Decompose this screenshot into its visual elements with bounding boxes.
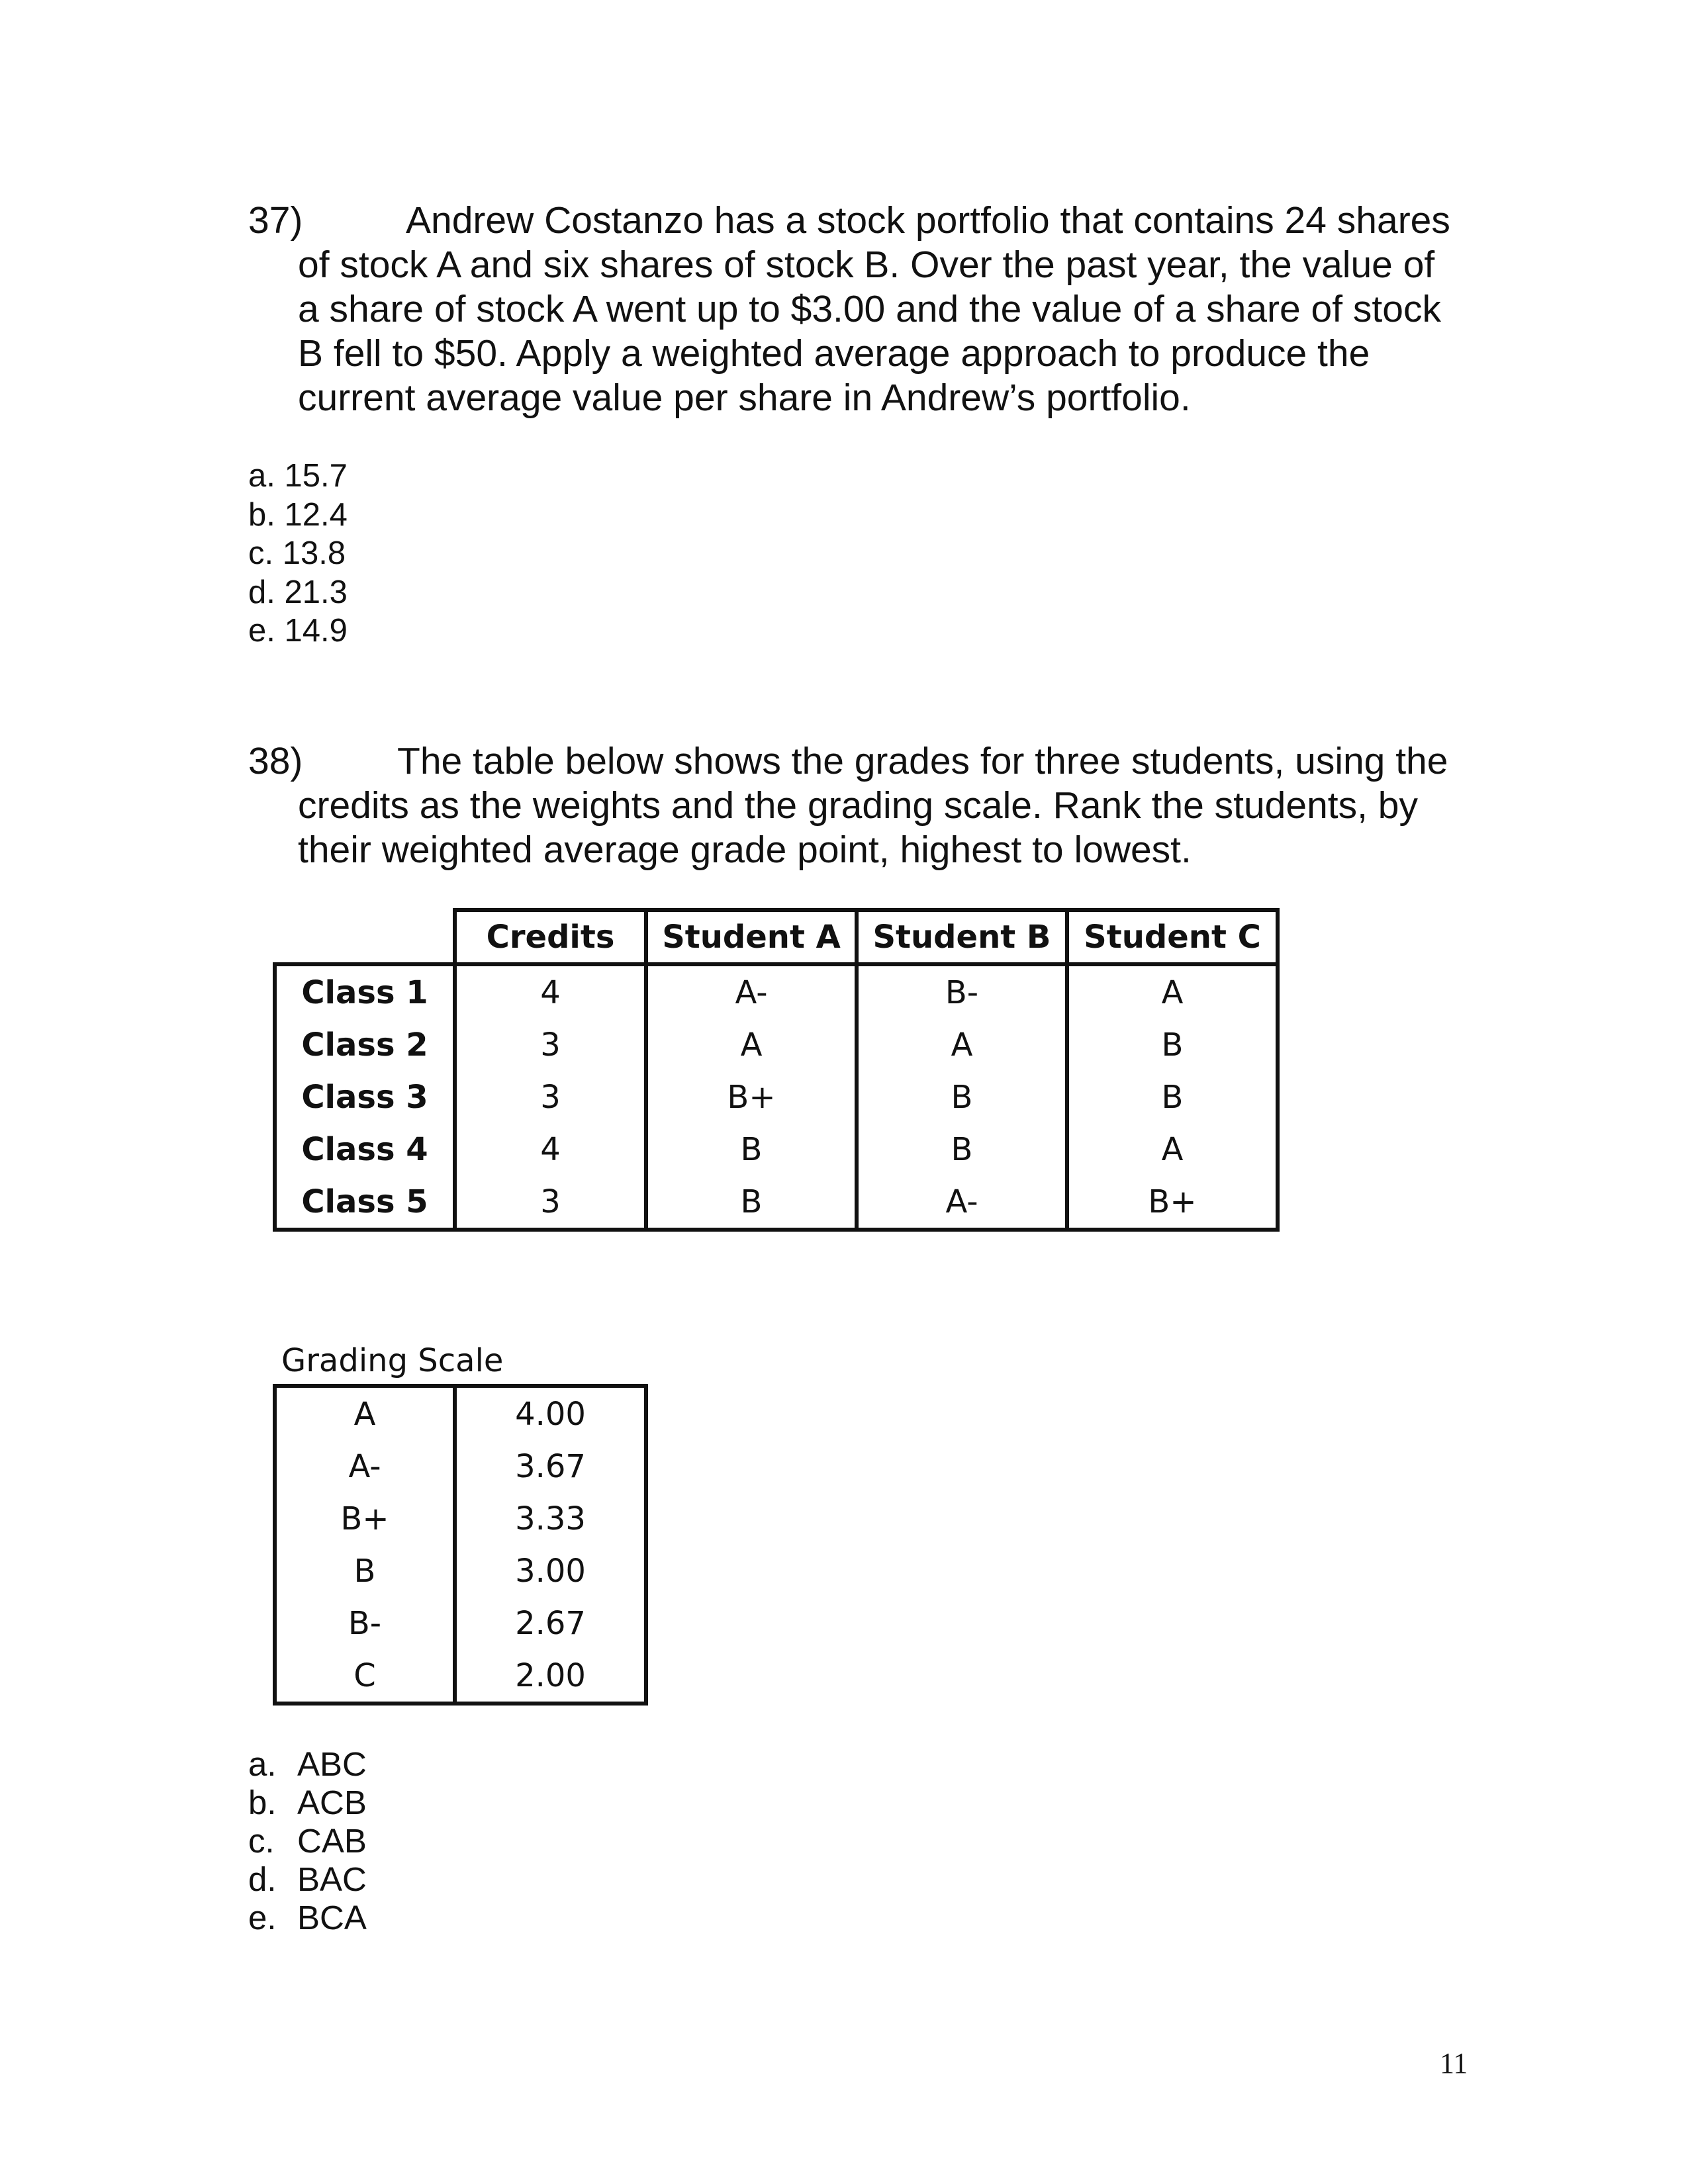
scale-grade: A- <box>275 1440 455 1492</box>
student-c-grade: B <box>1067 1019 1278 1071</box>
student-c-grade: B+ <box>1067 1175 1278 1230</box>
student-a-grade: B <box>646 1175 857 1230</box>
question-37-line-5: current average value per share in Andrew’s portfolio. <box>298 377 1191 419</box>
table-row <box>275 1492 646 1545</box>
scale-points: 2.00 <box>515 1657 586 1694</box>
table-row <box>275 964 1278 1019</box>
class-label: Class 2 <box>275 1019 455 1071</box>
table-row <box>275 1649 646 1704</box>
question-37-line-4: B fell to $50. Apply a weighted average approach to produce the <box>298 332 1370 375</box>
header-student-b: Student B <box>857 910 1067 964</box>
choice-37-a: a. 15.7 <box>248 458 348 494</box>
table-row <box>275 1440 646 1492</box>
student-b-grade: A <box>857 1019 1067 1071</box>
choice-letter: a. <box>248 1745 277 1783</box>
choice-letter: b. <box>248 1784 277 1821</box>
choice-38-c <box>248 1822 367 1860</box>
table-row <box>275 1071 1278 1123</box>
question-38-choices <box>248 1745 367 1937</box>
header-student-c: Student C <box>1067 910 1278 964</box>
choice-text: BAC <box>297 1860 367 1898</box>
credits-cell: 3 <box>455 1175 646 1230</box>
scale-points: 2.67 <box>515 1604 586 1642</box>
student-a-grade: A- <box>646 964 857 1019</box>
grades-header-corner <box>275 910 455 964</box>
choice-letter: d. <box>248 1860 277 1898</box>
scale-grade: B+ <box>275 1492 455 1545</box>
class-label: Class 5 <box>275 1175 455 1230</box>
choice-text: BCA <box>297 1899 367 1936</box>
table-row <box>275 1019 1278 1071</box>
grades-table <box>273 908 1280 1232</box>
choice-37-d: d. 21.3 <box>248 574 348 610</box>
scale-points: 3.33 <box>515 1500 586 1537</box>
scale-points: 3.00 <box>515 1552 586 1590</box>
choice-38-d <box>248 1860 367 1899</box>
student-b-grade: B <box>857 1071 1067 1123</box>
choice-38-a <box>248 1745 367 1784</box>
grades-header-row <box>275 910 1278 964</box>
scale-grade: A <box>275 1386 455 1440</box>
scale-points: 3.67 <box>515 1447 586 1485</box>
question-37-line-2: of stock A and six shares of stock B. Over the past year, the value of <box>298 244 1435 286</box>
student-a-grade: B+ <box>646 1071 857 1123</box>
student-a-grade: A <box>646 1019 857 1071</box>
choice-38-e <box>248 1899 367 1937</box>
choice-text: CAB <box>297 1822 367 1860</box>
grading-scale-caption: Grading Scale <box>281 1342 504 1379</box>
student-c-grade: B <box>1067 1071 1278 1123</box>
choice-37-b: b. 12.4 <box>248 496 348 533</box>
student-b-grade: B- <box>857 964 1067 1019</box>
student-b-grade: B <box>857 1123 1067 1175</box>
table-row <box>275 1386 646 1440</box>
choice-37-e: e. 14.9 <box>248 613 348 649</box>
class-label: Class 1 <box>275 964 455 1019</box>
question-38-line-3: their weighted average grade point, highest to lowest. <box>298 829 1192 871</box>
choice-37-c: c. 13.8 <box>248 535 346 571</box>
question-37-line-3: a share of stock A went up to $3.00 and the value of a share of stock <box>298 288 1441 330</box>
question-37-line-1: Andrew Costanzo has a stock portfolio that contains 24 shares <box>406 199 1450 242</box>
scale-grade: B <box>275 1545 455 1597</box>
table-row <box>275 1545 646 1597</box>
table-row <box>275 1175 1278 1230</box>
choice-text: ACB <box>297 1784 367 1821</box>
question-37-number: 37) <box>248 199 303 242</box>
student-c-grade: A <box>1067 964 1278 1019</box>
question-38-line-2: credits as the weights and the grading scale. Rank the students, by <box>298 784 1418 827</box>
class-label: Class 3 <box>275 1071 455 1123</box>
credits-cell: 3 <box>455 1071 646 1123</box>
scale-grade: C <box>275 1649 455 1704</box>
choice-letter: c. <box>248 1822 275 1860</box>
scale-points: 4.00 <box>515 1395 586 1433</box>
question-37-choices <box>248 457 348 651</box>
class-label: Class 4 <box>275 1123 455 1175</box>
header-student-a: Student A <box>646 910 857 964</box>
choice-38-b <box>248 1784 367 1822</box>
grading-scale-table <box>273 1384 648 1706</box>
question-38-line-1: The table below shows the grades for three students, using the <box>397 740 1448 782</box>
table-row <box>275 1597 646 1649</box>
credits-cell: 4 <box>455 964 646 1019</box>
page-number: 11 <box>1440 2047 1468 2079</box>
question-38-number: 38) <box>248 740 303 782</box>
scale-grade: B- <box>275 1597 455 1649</box>
credits-cell: 3 <box>455 1019 646 1071</box>
choice-letter: e. <box>248 1899 277 1936</box>
choice-text: ABC <box>297 1745 367 1783</box>
student-c-grade: A <box>1067 1123 1278 1175</box>
student-a-grade: B <box>646 1123 857 1175</box>
student-b-grade: A- <box>857 1175 1067 1230</box>
header-credits: Credits <box>455 910 646 964</box>
table-row <box>275 1123 1278 1175</box>
credits-cell: 4 <box>455 1123 646 1175</box>
